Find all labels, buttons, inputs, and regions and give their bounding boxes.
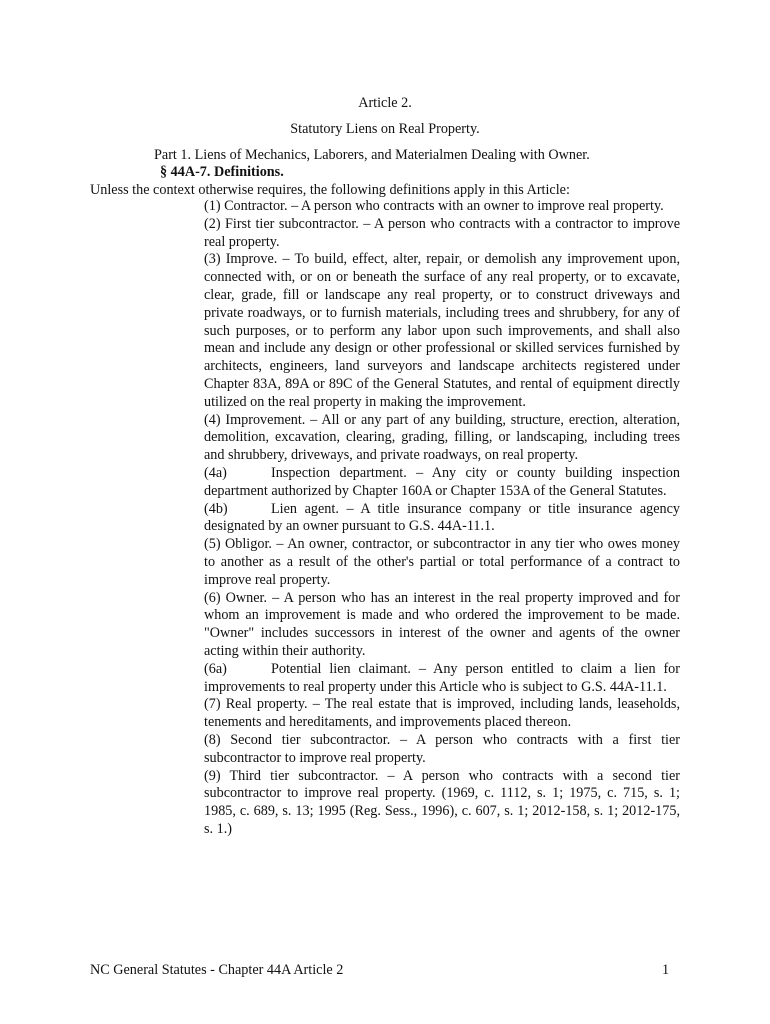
definition-text: (8) Second tier subcontractor. – A person who contracts with a first tier subcontractor to improve real property.	[204, 731, 680, 766]
definition-text: Inspection department. – Any city or county building inspection department authorized by Chapter 160A or Chapter 153A of the General Statutes.	[204, 464, 680, 499]
page-number: 1	[662, 962, 670, 978]
article-subtitle: Statutory Liens on Real Property.	[290, 121, 480, 137]
definition-text: Lien agent. – A title insurance company or title insurance agency designated by an owner pursuant to G.S. 44A-11.1.	[204, 500, 680, 535]
definition-item	[204, 465, 680, 501]
definitions-list	[204, 198, 680, 839]
definition-item	[204, 696, 680, 732]
definition-number: (4a)	[204, 464, 227, 481]
section-heading: § 44A-7. Definitions.	[160, 164, 284, 180]
part-heading: Part 1. Liens of Mechanics, Laborers, and Materialmen Dealing with Owner.	[154, 147, 590, 163]
footer-title: NC General Statutes - Chapter 44A Article 2	[90, 962, 344, 978]
definition-text: (4) Improvement. – All or any part of any building, structure, erection, alteration, demolition, excavation, clearing, grading, filling, or landscaping, including trees and shrubbery, driveways, and private roadways, on real property.	[204, 411, 680, 464]
definition-text: (2) First tier subcontractor. – A person who contracts with a contractor to improve real property.	[204, 215, 680, 250]
definition-text: (1) Contractor. – A person who contracts with an owner to improve real property.	[204, 198, 664, 214]
intro-text: Unless the context otherwise requires, the following definitions apply in this Article:	[90, 182, 570, 198]
definition-text: (7) Real property. – The real estate that is improved, including lands, leaseholds, tenements and hereditaments, and improvements placed thereon.	[204, 696, 680, 731]
definition-item	[204, 732, 680, 768]
definition-text: Potential lien claimant. – Any person entitled to claim a lien for improvements to real property under this Article who is subject to G.S. 44A-11.1.	[204, 660, 680, 695]
definition-text: (3) Improve. – To build, effect, alter, repair, or demolish any improvement upon, connected with, or on or beneath the surface of any real property, or to excavate, clear, grade, fill or landscape any real property, or to construct driveways and private roadways, or to furnish materials, including trees and shrubbery, for any of such purposes, or to perform any labor upon such improvements, and shall also mean and include any design or other professional or skilled services furnished by architects, engineers, land surveyors and landscape architects registered under Chapter 83A, 89A or 89C of the General Statutes, and rental of equipment directly utilized on the real property in making the improvement.	[204, 251, 680, 410]
definition-item	[204, 251, 680, 411]
definition-item	[204, 216, 680, 252]
definition-item	[204, 501, 680, 537]
definition-number: (6a)	[204, 660, 227, 677]
definition-text: (5) Obligor. – An owner, contractor, or subcontractor in any tier who owes money to another as a result of the other's partial or total performance of a contract to improve real property.	[204, 536, 680, 588]
definition-item	[204, 412, 680, 465]
article-title: Article 2.	[358, 95, 412, 111]
definition-text: (6) Owner. – A person who has an interest in the real property improved and for whom an improvement is made and who ordered the improvement to be made. "Owner" includes successors in interest of the owner and agents of the owner acting within their authority.	[204, 589, 680, 659]
definition-item	[204, 661, 680, 697]
definition-item	[204, 536, 680, 589]
definition-text: (9) Third tier subcontractor. – A person who contracts with a second tier subcontractor to improve real property. (1969, c. 1112, s. 1; 1975, c. 715, s. 1; 1985, c. 689, s. 13; 1995 (Reg. Sess., 1996), c. 607, s. 1; 2012-158, s. 1; 2012-175, s. 1.)	[204, 767, 680, 837]
definition-item	[204, 590, 680, 661]
definition-number: (4b)	[204, 500, 228, 517]
definition-item	[204, 768, 680, 839]
definition-item	[204, 198, 680, 216]
